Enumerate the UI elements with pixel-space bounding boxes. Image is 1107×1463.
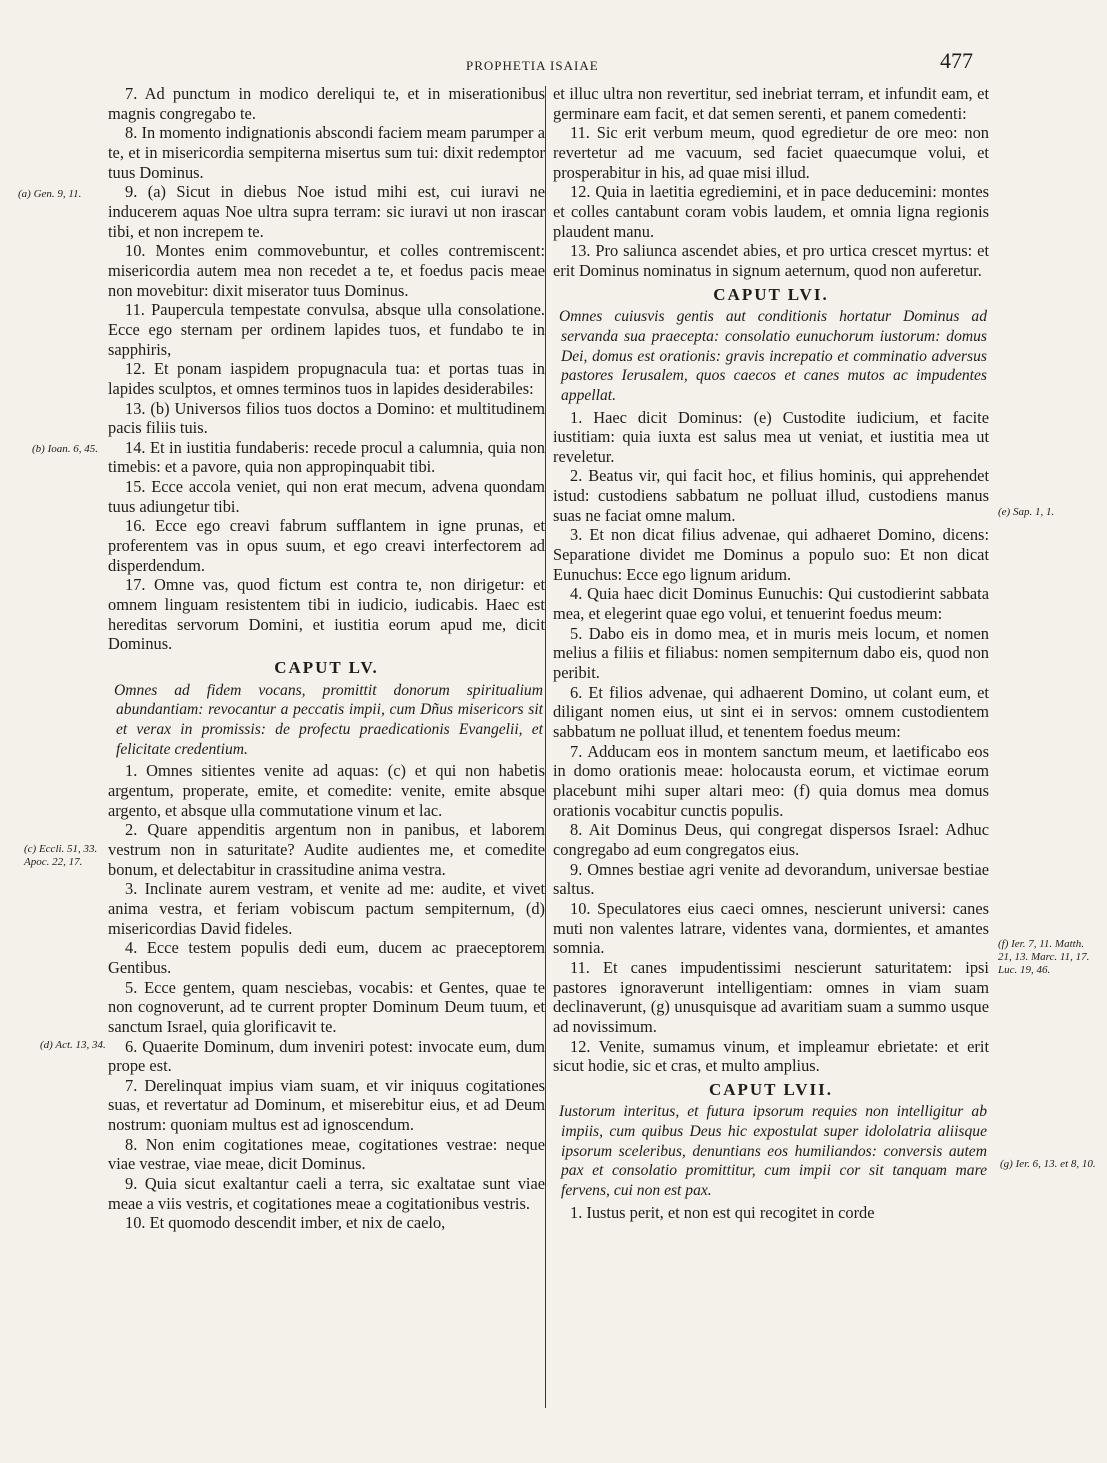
verse: 3. Inclinate aurem vestram, et venite ad me: audite, et vivet anima vestra, et feriam vobiscum pactum sempiternum, (d) misericordias David fideles. — [108, 879, 545, 938]
verse: 1. Iustus perit, et non est qui recogitet in corde — [570, 1202, 875, 1222]
verse: 11. Paupercula tempestate convulsa, absque ulla consolatione. Ecce ego sternam per ordinem lapides tuos, et fundabo te in sapphiris, — [108, 300, 545, 359]
chapter-heading: CAPUT LV. — [274, 658, 379, 678]
verse: 10. Montes enim commovebuntur, et colles contremiscent: misericordia autem mea non recedet a te, et foedus pacis meae non movebitur: dixit miserator tuus Dominus. — [108, 241, 545, 300]
left-paragraphs-top — [108, 84, 545, 654]
page-number: 477 — [940, 48, 973, 73]
verse: 4. Quia haec dicit Dominus Eunuchis: Qui custodierint sabbata mea, et elegerint quae ego volui, et tenuerint foedus meum: — [553, 584, 989, 624]
left-column — [108, 84, 545, 1233]
verse: 17. Omne vas, quod fictum est contra te, non dirigetur: et omnem linguam resistentem tibi in iudicio, iudicabis. Haec est hereditas servorum Domini, et iustitia eorum apud me, dicit Dominus. — [108, 575, 545, 654]
verse: 13. Pro saliunca ascendet abies, et pro urtica crescet myrtus: et erit Dominus nominatus in signum aeternum, quod non auferetur. — [553, 241, 989, 280]
verse: 4. Ecce testem populis dedi eum, ducem ac praeceptorem Gentibus. — [108, 938, 545, 977]
chapter-summary: Iustorum interitus, et futura ipsorum requies non intelligitur ab impiis, cum quibus Deus hic expostulat super idololatria aliisque ipsorum sceleribus, denuntians eos humiliandos: conversis autem pax et consolatio promittitur, cum impii cor sit tanquam mare fervens, cui non est pax. — [559, 1103, 987, 1200]
verse: 5. Ecce gentem, quam nesciebas, vocabis: et Gentes, quae te non cognoverunt, ad te current propter Dominum Deum tuum, et sanctum Israel, quia glorificavit te. — [108, 977, 545, 1036]
marginal-note-c: (c) Eccli. 51, 33. Apoc. 22, 17. — [24, 843, 98, 868]
chapter-summary: Omnes ad fidem vocans, promittit donorum spiritualium abundantiam: revocantur a peccatis impii, cum Dñus misericors sit et verax in promissis: de profectu praedicationis Evangelii, et felicitate credentium. — [114, 681, 543, 758]
verse: 7. Adducam eos in montem sanctum meum, et laetificabo eos in domo orationis meae: holocausta eorum, et victimae eorum placebunt mihi super altari meo: (f) quia domus mea domus orationis vocabitur cunctis populis. — [553, 741, 989, 820]
verse: 16. Ecce ego creavi fabrum sufflantem in igne prunas, et proferentem vas in opus suum, et ego creavi interfectorem ad disperdendum. — [108, 516, 545, 575]
verse: 15. Ecce accola veniet, qui non erat mecum, advena quondam tuus adiungetur tibi. — [108, 477, 545, 516]
verse: 11. Sic erit verbum meum, quod egredietur de ore meo: non revertetur ad me vacuum, sed faciet quaecumque volui, et prosperabitur in his, ad quae misi illud. — [553, 123, 989, 182]
verse: 8. In momento indignationis abscondi faciem meam parumper a te, et in misericordia sempiterna misertus sum tui: dixit redemptor tuus Dominus. — [108, 123, 545, 182]
marginal-note-g: (g) Ier. 6, 13. et 8, 10. — [1000, 1158, 1096, 1170]
verse: 9. (a) Sicut in diebus Noe istud mihi est, cui iuravi ne inducerem aquas Noe ultra supra terram: sic iuravi ut non irascar tibi, et non increpem te. — [108, 182, 545, 241]
verse: 7. Ad punctum in modico dereliqui te, et in miserationibus magnis congregabo te. — [108, 84, 545, 123]
chapter-heading: CAPUT LVI. — [713, 284, 829, 304]
verse: 13. (b) Universos filios tuos doctos a Domino: et multitudinem pacis filiis tuis. — [108, 398, 545, 438]
verse: 10. Et quomodo descendit imber, et nix de caelo, — [125, 1213, 446, 1233]
verse: 2. Quare appenditis argentum non in panibus, et laborem vestrum non in saturitate? Audite audientes me, et comedite bonum, et delectabitur in crassitudine anima vestra. — [108, 820, 545, 879]
right-paragraphs-middle — [553, 408, 989, 1076]
verse: 8. Non enim cogitationes meae, cogitationes vestrae: neque viae vestrae, viae meae, dicit Dominus. — [108, 1134, 545, 1174]
marginal-note-f: (f) Ier. 7, 11. Matth. 21, 13. Marc. 11, 17. Luc. 19, 46. — [998, 938, 1090, 976]
marginal-note-d: (d) Act. 13, 34. — [40, 1039, 106, 1051]
chapter-heading: CAPUT LVII. — [708, 1079, 834, 1099]
verse: 1. Omnes sitientes venite ad aquas: (c) et qui non habetis argentum, properate, emite, et comedite: venite, emite absque argento, et absque ulla commutatione vinum et lac. — [108, 761, 545, 820]
verse: 14. Et in iustitia fundaberis: recede procul a calumnia, quia non timebis: et a pavore, quia non appropinquabit tibi. — [108, 437, 545, 477]
marginal-note-e: (e) Sap. 1, 1. — [998, 506, 1055, 518]
verse: 6. Et filios advenae, qui adhaerent Domino, ut colant eum, et diligant nomen eius, ut sint ei in servos: omnem custodientem sabbatum ne polluat illud, et tenentem foedus meum: — [553, 682, 989, 741]
verse: 11. Et canes impudentissimi nescierunt saturitatem: ipsi pastores ignoraverunt intelligentiam: omnes in viam suam declinaverunt, (g) unusquisque ad avaritiam suam a summo usque ad novissimum. — [553, 957, 989, 1036]
right-paragraphs-bottom — [553, 1203, 989, 1223]
right-paragraphs-top — [553, 84, 989, 281]
marginal-note-a: (a) Gen. 9, 11. — [18, 188, 82, 200]
verse: 10. Speculatores eius caeci omnes, nescierunt universi: canes muti non valentes latrare, videntes vana, dormientes, et amantes somnia. — [553, 898, 989, 958]
verse: 12. Venite, sumamus vinum, et impleamur ebrietate: et erit sicut hodie, sic et cras, et multo amplius. — [553, 1036, 989, 1076]
verse: 7. Derelinquat impius viam suam, et vir iniquus cogitationes suas, et revertatur ad Dominum, et miserebitur eius, et ad Deum nostrum: quoniam multus est ad ignoscendum. — [108, 1075, 545, 1135]
verse-continuation: et illuc ultra non revertitur, sed inebriat terram, et infundit eam, et germinare eam facit, et dat semen serenti, et panem comedenti: — [553, 84, 989, 123]
verse: 6. Quaerite Dominum, dum inveniri potest: invocate eum, dum prope est. — [108, 1036, 545, 1076]
chapter-summary: Omnes cuiusvis gentis aut conditionis hortatur Dominus ad servanda sua praecepta: consolatio eunuchorum iustorum: domus Dei, domus est orationis: gravis increpatio et comminatio adversus pastores Ierusalem, quos caecos et canes mutos ac impudentes appellat. — [559, 308, 987, 404]
verse: 12. Et ponam iaspidem propugnacula tua: et portas tuas in lapides sculptos, et omnes terminos tuos in lapides desiderabiles: — [108, 359, 545, 398]
verse: 8. Ait Dominus Deus, qui congregat dispersos Israel: Adhuc congregabo ad eum congregatos eius. — [553, 820, 989, 859]
column-divider — [545, 86, 546, 1408]
verse: 2. Beatus vir, qui facit hoc, et filius hominis, qui apprehendet istud: custodiens sabbatum ne polluat illud, custodiens manus suas ne faciat omne malum. — [553, 466, 989, 525]
marginal-note-b: (b) Ioan. 6, 45. — [32, 443, 98, 455]
verse: 9. Omnes bestiae agri venite ad devorandum, universae bestiae saltus. — [553, 859, 989, 899]
left-paragraphs-bottom — [108, 761, 545, 1233]
verse: 12. Quia in laetitia egrediemini, et in pace deducemini: montes et colles cantabunt coram vobis laudem, et omnia ligna regionis plaudent manu. — [553, 182, 989, 241]
verse: 5. Dabo eis in domo mea, et in muris meis locum, et nomen melius a filiis et filiabus: nomen sempiternum dabo eis, quod non peribit. — [553, 623, 989, 683]
verse: 1. Haec dicit Dominus: (e) Custodite iudicium, et facite iustitiam: quia iuxta est salus mea ut veniat, et iustitia mea ut reveletur. — [553, 407, 989, 466]
right-column — [553, 84, 989, 1222]
running-title: PROPHETIA ISAIAE — [466, 58, 599, 73]
verse: 3. Et non dicat filius advenae, qui adhaeret Domino, dicens: Separatione dividet me Dominus a populo suo: Et non dicat Eunuchus: Ecce ego lignum aridum. — [553, 525, 989, 584]
verse: 9. Quia sicut exaltantur caeli a terra, sic exaltatae sunt viae meae a viis vestris, et cogitationes meae a cogitationibus vestris. — [108, 1174, 545, 1213]
